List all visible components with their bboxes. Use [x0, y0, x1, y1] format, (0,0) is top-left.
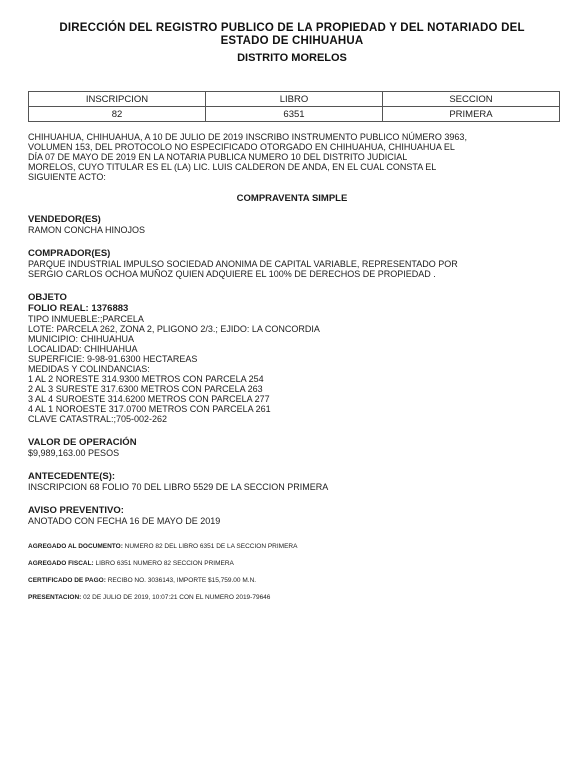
- value-cell-seccion: PRIMERA: [383, 107, 560, 122]
- vendedor-section: [28, 214, 556, 235]
- intro-line: DÍA 07 DE MAYO DE 2019 EN LA NOTARIA PUBLICA NUMERO 10 DEL DISTRITO JUDICIAL: [28, 152, 408, 162]
- note-label: PRESENTACION:: [28, 594, 82, 601]
- objeto-line: 2 AL 3 SURESTE 317.6300 METROS CON PARCELA 263: [28, 384, 263, 394]
- objeto-line: LOCALIDAD: CHIHUAHUA: [28, 344, 138, 354]
- comprador-section: [28, 248, 556, 279]
- note-text: 02 DE JULIO DE 2019, 10:07:21 CON EL NUMERO 2019-79646: [83, 594, 271, 601]
- objeto-line: 4 AL 1 NOROESTE 317.0700 METROS CON PARCELA 261: [28, 404, 271, 414]
- aviso-value: ANOTADO CON FECHA 16 DE MAYO DE 2019: [28, 516, 221, 526]
- objeto-line: 1 AL 2 NORESTE 314.9300 METROS CON PARCELA 254: [28, 374, 264, 384]
- district-title: DISTRITO MORELOS: [237, 52, 347, 64]
- objeto-line: SUPERFICIE: 9-98-91.6300 HECTAREAS: [28, 354, 198, 364]
- value-cell-inscripcion: 82: [29, 107, 206, 122]
- header-cell-libro: LIBRO: [206, 92, 383, 107]
- valor-value: $9,989,163.00 PESOS: [28, 448, 120, 458]
- intro-line: SIGUIENTE ACTO:: [28, 172, 106, 182]
- antecedente-section: [28, 471, 556, 492]
- note-text: NUMERO 82 DEL LIBRO 6351 DE LA SECCION PRIMERA: [124, 543, 298, 550]
- note-agregado-documento: [28, 543, 556, 551]
- registry-table-header-row: [29, 92, 560, 107]
- comprador-line: PARQUE INDUSTRIAL IMPULSO SOCIEDAD ANONIMA DE CAPITAL VARIABLE, REPRESENTADO POR: [28, 259, 458, 269]
- intro-line: CHIHUAHUA, CHIHUAHUA, A 10 DE JULIO DE 2019 INSCRIBO INSTRUMENTO PUBLICO NÚMERO 3963,: [28, 132, 467, 142]
- intro-line: VOLUMEN 153, DEL PROTOCOLO NO ESPECIFICADO OTORGADO EN CHIHUAHUA, CHIHUAHUA EL: [28, 142, 455, 152]
- objeto-line: MEDIDAS Y COLINDANCIAS:: [28, 364, 150, 374]
- comprador-line: SERGIO CARLOS OCHOA MUÑOZ QUIEN ADQUIERE EL 100% DE DERECHOS DE PROPIEDAD .: [28, 269, 436, 279]
- header-line-2: ESTADO DE CHIHUAHUA: [220, 35, 364, 47]
- note-label: CERTIFICADO DE PAGO:: [28, 577, 106, 584]
- aviso-title: AVISO PREVENTIVO:: [28, 505, 124, 516]
- registry-table: [28, 91, 560, 122]
- objeto-line: TIPO INMUEBLE:;PARCELA: [28, 314, 144, 324]
- note-text: LIBRO 6351 NUMERO 82 SECCION PRIMERA: [95, 560, 234, 567]
- objeto-line: CLAVE CATASTRAL:;705-002-262: [28, 414, 168, 424]
- note-certificado-pago: [28, 577, 556, 585]
- valor-title: VALOR DE OPERACIÓN: [28, 437, 137, 448]
- note-agregado-fiscal: [28, 560, 556, 568]
- aviso-section: [28, 505, 556, 526]
- antecedente-title: ANTECEDENTE(S):: [28, 471, 116, 482]
- header-cell-seccion: SECCION: [383, 92, 560, 107]
- valor-section: [28, 437, 556, 458]
- objeto-line: MUNICIPIO: CHIHUAHUA: [28, 334, 135, 344]
- header-cell-inscripcion: INSCRIPCION: [29, 92, 206, 107]
- folio-real: FOLIO REAL: 1376883: [28, 303, 129, 314]
- registry-table-value-row: [29, 107, 560, 122]
- comprador-title: COMPRADOR(ES): [28, 248, 111, 259]
- note-text: RECIBO NO. 3036143, IMPORTE $15,759.00 M.N.: [107, 577, 257, 584]
- objeto-line: LOTE: PARCELA 262, ZONA 2, PLIGONO 2/3.; EJIDO: LA CONCORDIA: [28, 324, 320, 334]
- note-label: AGREGADO FISCAL:: [28, 560, 94, 567]
- act-title: COMPRAVENTA SIMPLE: [236, 193, 348, 204]
- note-presentacion: [28, 594, 556, 602]
- vendedor-name: RAMON CONCHA HINOJOS: [28, 225, 146, 235]
- value-cell-libro: 6351: [206, 107, 383, 122]
- intro-line: MORELOS, CUYO TITULAR ES EL (LA) LIC. LUIS CALDERON DE ANDA, EN EL CUAL CONSTA EL: [28, 162, 437, 172]
- antecedente-value: INSCRIPCION 68 FOLIO 70 DEL LIBRO 5529 DE LA SECCION PRIMERA: [28, 482, 329, 492]
- objeto-title: OBJETO: [28, 292, 67, 303]
- objeto-section: [28, 292, 556, 424]
- header-line-1: DIRECCIÓN DEL REGISTRO PUBLICO DE LA PROPIEDAD Y DEL NOTARIADO DEL: [59, 22, 525, 34]
- intro-paragraph: [28, 132, 556, 182]
- objeto-line: 3 AL 4 SUROESTE 314.6200 METROS CON PARCELA 277: [28, 394, 270, 404]
- vendedor-title: VENDEDOR(ES): [28, 214, 101, 225]
- note-label: AGREGADO AL DOCUMENTO:: [28, 543, 123, 550]
